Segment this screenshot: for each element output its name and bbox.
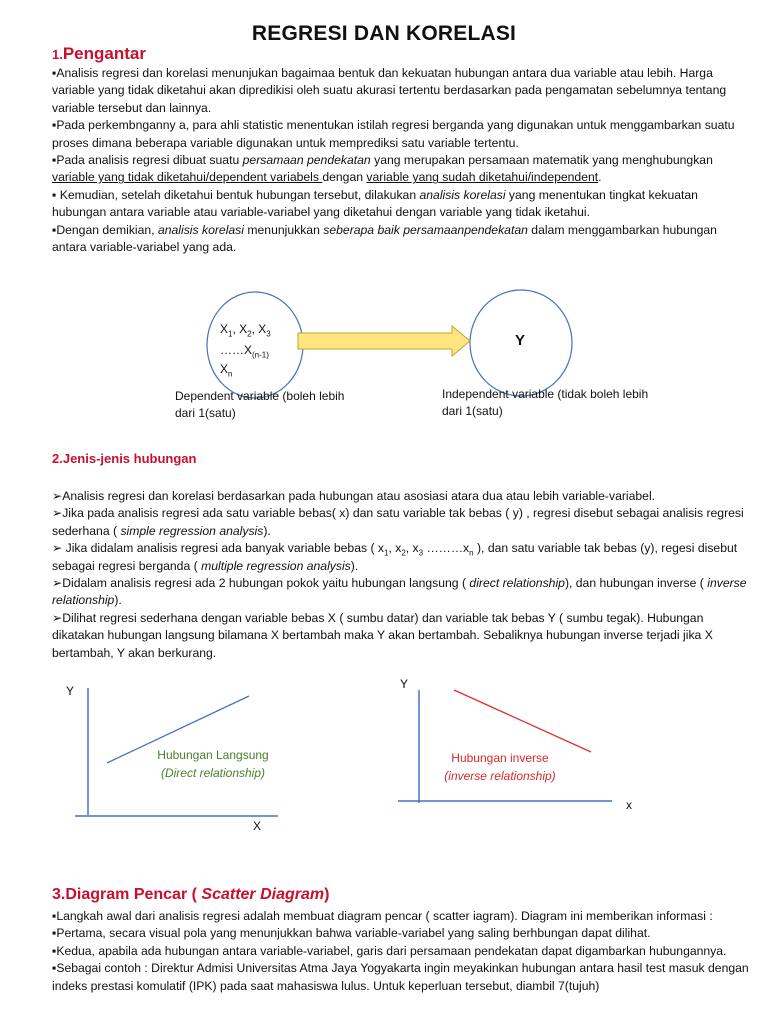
right-chart-caption [425, 749, 575, 785]
sub-n1: (n-1) [252, 350, 269, 360]
bullet-4 [52, 575, 752, 610]
dependent-caption: Dependent variable (boleh lebih dari 1(satu) [175, 389, 345, 420]
text-run: ). [350, 558, 359, 573]
s3-paragraph-3: ▪Kedua, apabila ada hubungan antara variable-variabel, garis dari persamaan pendekatan dapat digambarkan hubungannya. [52, 943, 727, 958]
text-run: ▪ Kemudian, setelah diketahui bentuk hubungan tersebut, dilakukan [52, 187, 420, 202]
caption-title: Hubungan inverse [451, 751, 549, 765]
sub-1: 1 [384, 548, 389, 558]
text-run-italic: inverse relationship [52, 576, 747, 608]
caption-subtitle: (Direct relationship) [160, 766, 266, 780]
text-run-italic: simple regression analysis [120, 523, 264, 538]
text-run: , x [388, 541, 402, 556]
bullet-3 [52, 540, 752, 575]
text-run: yang menentukan tingkat kekuatan hubungan antara variable atau variable-variabel yang diketahui dengan variable yang tidak iketahui. [52, 187, 698, 220]
text-run-italic: analisis korelasi [419, 187, 506, 202]
text-run-underline: variable yang tidak diketahui/dependent variabels [52, 170, 323, 185]
dependent-variables-mid [220, 342, 269, 359]
paragraph-1: ▪Analisis regresi dan korelasi menunjukan bagaimaa bentuk dan kekuatan hubungan antara dua variable atau lebih. Harga variable yang tidak diketahui akan dipredikisi oleh suatu akurasi tertentu berdasarkan pada pengamatan sebelumnya tentang variable tersebut dan lainnya. [52, 66, 727, 115]
bullet-5: ➢Dilihat regresi sederhana dengan variable bebas X ( sumbu datar) dan variable tak bebas Y ( sumbu tegak). Hubungan dikatakan hubungan langsung bilamana X bertambah maka Y akan bertambah. Sebaliknya hubungan inverse terjadi jika X bertambah, Y akan berkurang. [52, 610, 713, 660]
text-run: ▪Pada analisis regresi dibuat suatu [52, 153, 243, 168]
section-2-heading: 2.Jenis-jenis hubungan [52, 451, 197, 466]
s3-paragraph-1: ▪Langkah awal dari analisis regresi adalah membuat diagram pencar ( scatter iagram). Diagram ini memberikan informasi : [52, 909, 713, 923]
paragraph-2: ▪Pada perkembnganny a, para ahli statistic menentukan istilah regresi berganda yang digunakan untuk menggambarkan suatu proses dimana beberapa variable digunakan untuk memprediksi satu variable tertentu. [52, 118, 735, 150]
text-run-italic: direct relationship [469, 576, 565, 591]
bullet-1: ➢Analisis regresi dan korelasi berdasarkan pada hubungan atau asosiasi atara dua atau lebih variable-variabel. [52, 489, 656, 503]
text-run: ). [114, 593, 122, 608]
text-run: ), dan satu variable tak bebas (y), regesi disebut sebagai regresi berganda ( [52, 541, 738, 573]
sub-2: 2 [247, 329, 252, 339]
sub-3: 3 [266, 329, 271, 339]
left-chart-x-label: X [253, 819, 262, 833]
caption-title: Hubungan Langsung [157, 748, 269, 762]
text-run-underline: variable yang sudah diketahui/independent [366, 170, 599, 185]
var-x1: X [220, 322, 229, 336]
text-run-italic: Scatter Diagram [201, 886, 325, 903]
text-run: ▪Dengan demikian, [52, 222, 158, 237]
dependent-variables-bottom [220, 361, 232, 378]
arrow-right-icon [298, 326, 470, 356]
text-run: ), dan hubungan inverse ( [564, 576, 708, 591]
text-run: 3.Diagram Pencar ( [52, 886, 202, 903]
s3-paragraph-4: ▪Sebagai contoh : Direktur Admisi Universitas Atma Jaya Yogyakarta ingin meyakinkan hubungan antara hasil test masuk dengan indeks prestasi komulatif (IPK) pada saat mahasiswa lulus. Untuk keperluan tersebut, diambil 7(tujuh) [52, 961, 749, 993]
caption-subtitle: (inverse relationship) [444, 769, 556, 783]
var-xn: X [220, 362, 229, 376]
left-chart-y-label: Y [66, 684, 75, 698]
s3-paragraph-2: ▪Pertama, secara visual pola yang menunjukkan bahwa variable-variabel yang saling berhbungan dapat dilihat. [52, 926, 651, 941]
text-run-italic: multiple regression analysis [201, 558, 351, 573]
sub-n: n [469, 548, 474, 558]
text-run: dalam menggambarkan hubungan antara variable-variabel yang ada. [52, 222, 717, 255]
independent-caption: Independent variable (tidak boleh lebih dari 1(satu) [442, 387, 649, 418]
right-chart-y-label: Y [400, 677, 409, 691]
page-title: REGRESI DAN KORELASI [251, 22, 517, 45]
text-run: dengan [322, 170, 367, 185]
text-run-italic: persamaan pendekatan [242, 153, 371, 168]
left-chart-caption [138, 746, 288, 782]
sub-n: n [228, 369, 233, 379]
text-run: ). [263, 523, 271, 538]
text-run-italic: seberapa baik persamaanpendekatan [323, 222, 528, 237]
section-3-body [52, 908, 752, 995]
text-run: . [598, 170, 602, 185]
dependent-variables-top: $X_1$, $X_2$, $X_3$ [220, 322, 271, 339]
section-1-number: 1. [52, 47, 63, 62]
var-x3: X [258, 322, 267, 336]
section-3-heading [52, 886, 329, 904]
sub-1: 1 [228, 329, 233, 339]
text-run: ➢ Jika didalam analisis regresi ada banyak variable bebas ( x [52, 541, 384, 556]
section-1-title: Pengantar [62, 44, 146, 63]
section-2-body [52, 488, 752, 662]
text-run: ………x [423, 541, 470, 556]
text-run: , x [405, 541, 419, 556]
text-run: yang merupakan persamaan matematik yang menghubungkan [370, 153, 713, 168]
right-chart-x-label: x [626, 798, 632, 812]
right-chart-trend-line [454, 690, 591, 752]
independent-variable-y: Y [515, 332, 526, 349]
text-run: menunjukkan [243, 222, 324, 237]
sub-2: 2 [401, 548, 406, 558]
var-x2: X [239, 322, 248, 336]
text-run: ➢Didalam analisis regresi ada 2 hubungan pokok yaitu hubungan langsung ( [52, 576, 470, 591]
text-run: ➢Jika pada analisis regresi ada satu variable bebas( x) dan satu variable tak bebas ( y) , regresi disebut sebagai analisis regresi sederhana ( [52, 506, 744, 538]
text-run: ) [324, 886, 330, 903]
var-dots: ……X [220, 343, 253, 357]
sub-3: 3 [418, 548, 424, 558]
bullet-2 [52, 505, 752, 540]
text-run-italic: analisis korelasi [157, 222, 244, 237]
